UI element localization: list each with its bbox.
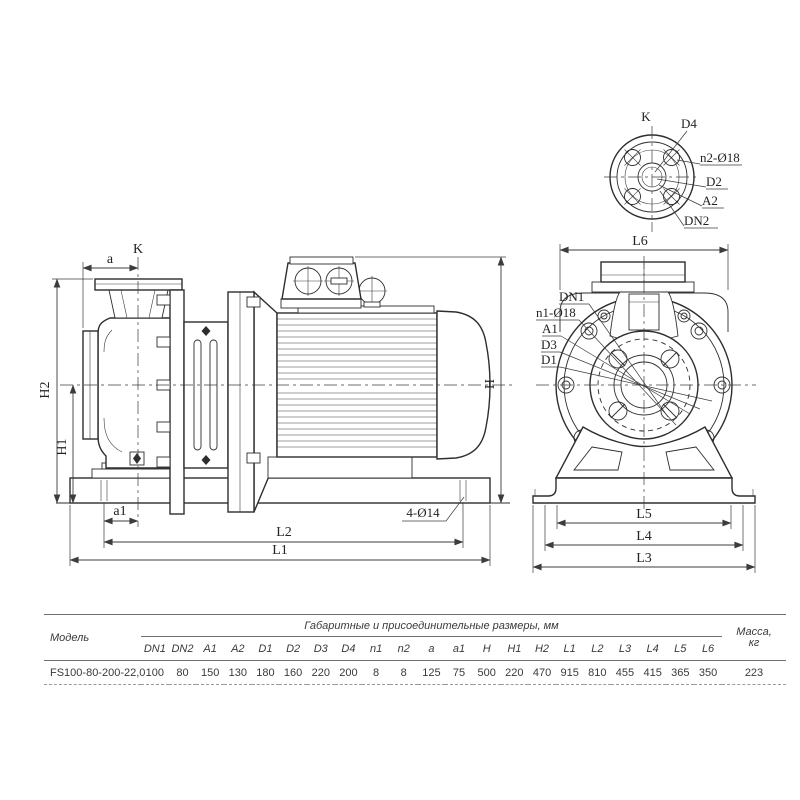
label-base-holes: 4-Ø14 xyxy=(406,505,440,520)
dimensions-table xyxy=(44,614,786,685)
lantern-bracket xyxy=(184,322,228,468)
label-a2: A2 xyxy=(702,193,718,208)
dim-label-h2: H2 xyxy=(38,381,53,399)
dim-label-l3: L3 xyxy=(636,551,652,566)
dim-label-h1: H1 xyxy=(55,438,70,456)
flange-view-labels xyxy=(641,109,742,228)
dim-label-l2: L2 xyxy=(276,525,292,540)
dim-label-a1: a1 xyxy=(113,504,127,519)
terminal-box-front xyxy=(601,262,685,282)
mass-header-line2: кг xyxy=(748,636,760,649)
label-a1-front: A1 xyxy=(542,321,558,336)
table-header-mass xyxy=(722,615,786,661)
table-row: FS100-80-200-22,0 100 80 150 130 180 160 220 200 8 8 125 75 500 220 470 915 810 455 415 365 350 223 xyxy=(44,661,786,685)
dim-label-k: K xyxy=(132,242,144,257)
mass-cell: 223 xyxy=(744,666,764,679)
dim-label-l1: L1 xyxy=(272,543,288,558)
model-cell: FS100-80-200-22,0 xyxy=(50,666,146,679)
motor-flange xyxy=(228,292,254,512)
discharge-flange xyxy=(95,279,182,290)
label-n2: n2-Ø18 xyxy=(700,150,740,165)
label-dn2: DN2 xyxy=(684,213,710,228)
side-view xyxy=(38,242,512,566)
label-k-flange: K xyxy=(641,109,651,124)
table-header-group: Габаритные и присоединительные размеры, мм xyxy=(141,615,722,637)
mass-header-line1: Масса, xyxy=(736,625,772,638)
label-dn1: DN1 xyxy=(559,289,585,304)
label-d3: D3 xyxy=(541,337,557,352)
table-columns-row: DN1 DN2 A1 A2 D1 D2 D3 D4 n1 n2 a a1 H H1 H2 L1 L2 L3 L4 L5 L6 xyxy=(44,637,786,661)
label-d2: D2 xyxy=(706,174,722,189)
dim-label-a: a xyxy=(106,252,114,267)
dim-label-l4: L4 xyxy=(636,529,652,544)
flange-detail-view xyxy=(604,109,742,232)
label-n1: n1-Ø18 xyxy=(536,305,576,320)
label-d1: D1 xyxy=(541,352,557,367)
dim-label-l6: L6 xyxy=(632,234,648,249)
table-header-model: Модель xyxy=(44,615,141,661)
label-d4: D4 xyxy=(681,116,697,131)
dim-label-l5: L5 xyxy=(636,507,652,522)
dim-label-h: H xyxy=(483,378,498,390)
front-view xyxy=(533,234,756,573)
